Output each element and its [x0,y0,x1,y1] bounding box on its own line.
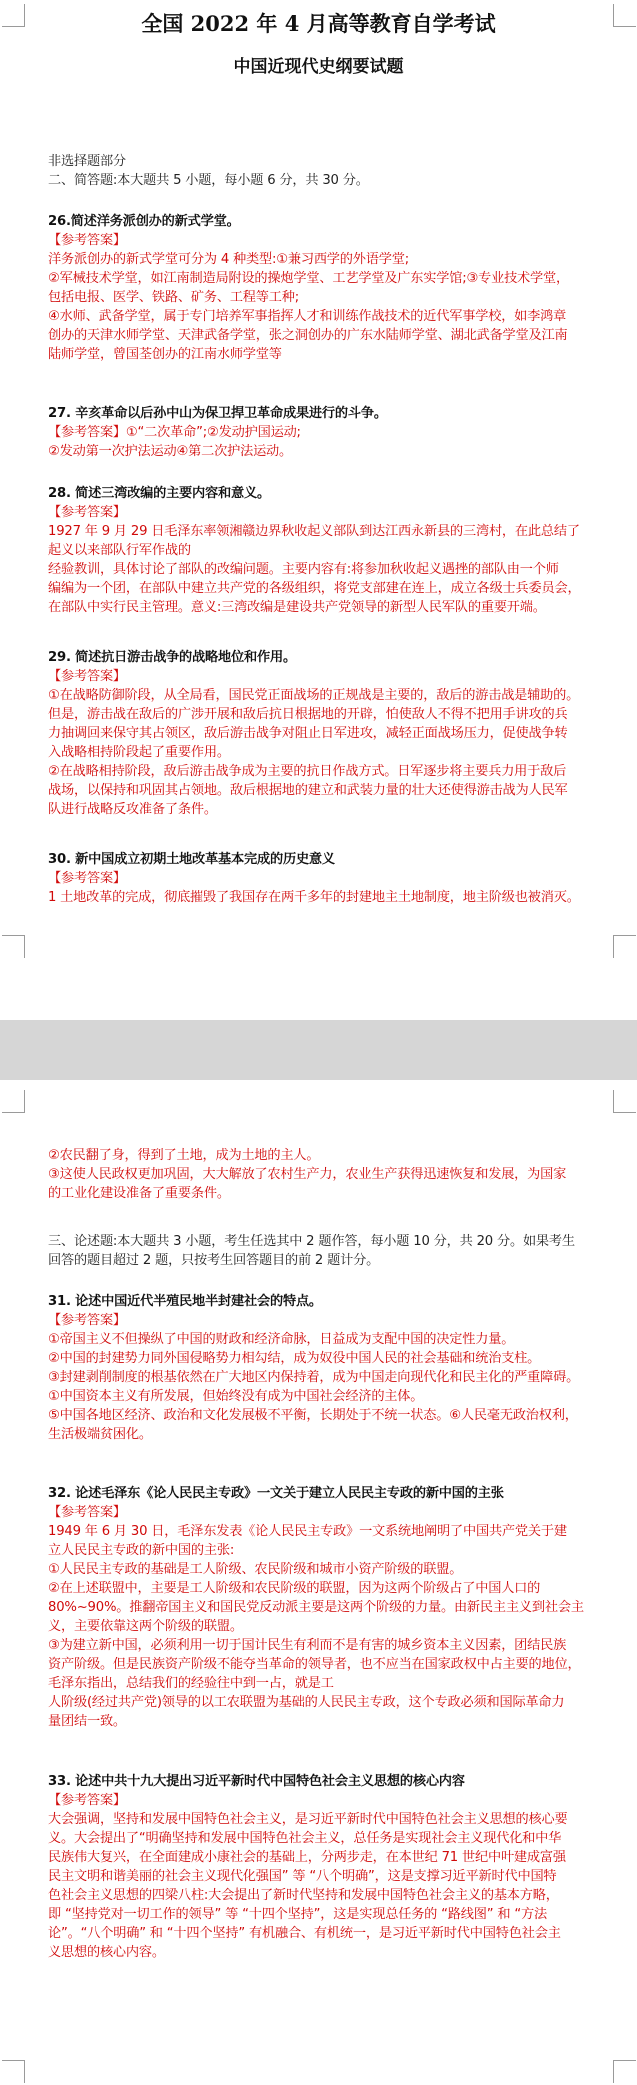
answer-line: ③为建立新中国，必须利用一切于国计民生有利而不是有害的城乡资本主义因素，团结民族 [48,1638,567,1653]
answer-line: 资产阶级。但是民族资产阶级不能夺当革命的领导者，也不应当在国家政权中占主要的地位， [48,1657,581,1672]
answer-line: 人阶级(经过共产党)领导的以工农联盟为基础的人民民主专政，这个专政必须和国际革命力 [48,1695,565,1710]
question-title: 30. 新中国成立初期土地改革基本完成的历史意义 [48,852,335,867]
document-page-2 [0,1080,637,2085]
answer-line: 即 “坚持党对一切工作的领导” 等 “十四个坚持”，这是实现总任务的 “路线图” 和 “方法 [48,1907,547,1922]
question-30-continued [48,1146,617,1203]
answer-line: 编编为一个团，在部队中建立共产党的各级组织，将党支部建在连上，成立各级士兵委员会， [48,581,581,596]
answer-label: 【参考答案】 [48,1505,126,1520]
answer-line: ①人民民主专政的基础是工人阶级、农民阶级和城市小资产阶级的联盟。 [48,1562,463,1577]
answer-line: 战场，以保持和巩固其占领地。敌后根据地的建立和武装力量的壮大还使得游击战为人民军 [48,783,568,798]
answer-line: 色社会主义思想的四梁八柱:大会提出了新时代坚持和发展中国特色社会主义的基本方略， [48,1888,559,1903]
answer-line: ③这使人民政权更加巩固，大大解放了农村生产力，农业生产获得迅速恢复和发展，为国家 [48,1167,567,1182]
question-30 [48,850,617,907]
question-27 [48,404,617,461]
question-title: 29. 简述抗日游击战争的战略地位和作用。 [48,650,296,665]
question-title: 26.简述洋务派创办的新式学堂。 [48,214,240,229]
answer-label: 【参考答案】 [48,1793,126,1808]
answer-line: 1927 年 9 月 29 日毛泽东率领湘赣边界秋收起义部队到达江西永新县的三湾村，在此总结了 [48,524,580,539]
answer-line: ②中国的封建势力同外国侵略势力相勾结，成为奴役中国人民的社会基础和统治支柱。 [48,1351,541,1366]
question-31 [48,1292,617,1444]
question-33 [48,1772,617,1962]
crop-mark [613,2060,636,2083]
answer-line: 立人民民主专政的新中国的主张: [48,1543,235,1558]
section-header [48,1232,617,1270]
answer-line: 入战略相持阶段起了重要作用。 [48,745,230,760]
answer-line: ⑤中国各地区经济、政治和文化发展极不平衡，长期处于不统一状态。⑥人民毫无政治权利， [48,1408,578,1423]
crop-mark [2,1090,25,1113]
exam-subtitle: 中国近现代史纲要试题 [233,57,404,77]
crop-mark [2,2060,25,2083]
answer-line: 义。大会提出了“明确坚持和发展中国特色社会主义，总任务是实现社会主义现代化和中华 [48,1831,562,1846]
answer-line: ①中国资本主义有所发展，但始终没有成为中国社会经济的主体。 [48,1389,424,1404]
section-note: 非选择题部分 [48,154,126,169]
answer-line: 【参考答案】①“二次革命”;②发动护国运动; [48,425,301,440]
answer-line: 1949 年 6 月 30 日，毛泽东发表《论人民民主专政》一文系统地阐明了中国共产党关于建 [48,1524,567,1539]
document-page-1 [0,0,637,1020]
section-intro [48,152,617,190]
answer-label: 【参考答案】 [48,1313,126,1328]
answer-line: 力抽调回来保守其占领区，敌后游击战争对阻止日军进攻，减轻正面战场压力，促使战争转 [48,726,568,741]
answer-line: 起义以来部队行军作战的 [48,543,191,558]
answer-line: ②发动第一次护法运动④第二次护法运动。 [48,444,293,459]
question-title: 28. 简述三湾改编的主要内容和意义。 [48,486,270,501]
answer-line: 论”。“八个明确” 和 “十四个坚持” 有机融合、有机统一，是习近平新时代中国特色社会主 [48,1926,561,1941]
answer-line: 80%~90%。推翻帝国主义和国民党反动派主要是这两个阶级的力量。由新民主主义到社会主 [48,1600,584,1615]
answer-line: 1 土地改革的完成，彻底摧毁了我国存在两千多年的封建地主土地制度，地主阶级也被消灭。 [48,890,580,905]
answer-label: 【参考答案】 [48,505,126,520]
answer-line: 陆师学堂，曾国荃创办的江南水师学堂等 [48,347,282,362]
answer-line: ③封建剥削制度的根基依然在广大地区内保持着，成为中国走向现代化和民主化的严重障碍。 [48,1370,580,1385]
section-header-line: 三、论述题:本大题共 3 小题，考生任选其中 2 题作答，每小题 10 分，共 20 分。如果考生 [48,1234,575,1249]
crop-mark [613,1090,636,1113]
question-title: 27. 辛亥革命以后孙中山为保卫捍卫革命成果进行的斗争。 [48,406,387,421]
answer-line: 的工业化建设准备了重要条件。 [48,1186,230,1201]
question-29 [48,648,617,819]
crop-mark [2,935,25,958]
section-header-line: 回答的题目超过 2 题，只按考生回答题目的前 2 题计分。 [48,1253,380,1268]
answer-line: 大会强调，坚持和发展中国特色社会主义，是习近平新时代中国特色社会主义思想的核心要 [48,1812,568,1827]
answer-line: 生活极端贫困化。 [48,1427,152,1442]
answer-line: ②农民翻了身，得到了土地，成为土地的主人。 [48,1148,320,1163]
answer-line: 队进行战略反攻准备了条件。 [48,802,217,817]
answer-line: 量团结一致。 [48,1714,126,1729]
answer-line: 义思想的核心内容。 [48,1945,165,1960]
answer-line: 经验教训，具体讨论了部队的改编问题。主要内容有:将参加秋收起义遇挫的部队由一个师 [48,562,559,577]
answer-line: ②军械技术学堂，如江南制造局附设的操炮学堂、工艺学堂及广东实学馆;③专业技术学堂， [48,271,570,286]
exam-title: 全国 2022 年 4 月高等教育自学考试 [141,11,496,36]
answer-line: 创办的天津水师学堂、天津武备学堂，张之洞创办的广东水陆师学堂、湖北武备学堂及江南 [48,328,568,343]
crop-mark [613,935,636,958]
question-title: 33. 论述中共十九大提出习近平新时代中国特色社会主义思想的核心内容 [48,1774,465,1789]
answer-label: 【参考答案】 [48,871,126,886]
answer-line: 在部队中实行民主管理。意义:三湾改编是建设共产党领导的新型人民军队的重要开端。 [48,600,546,615]
question-title: 31. 论述中国近代半殖民地半封建社会的特点。 [48,1294,322,1309]
answer-line: ①在战略防御阶段，从全局看，国民党正面战场的正规战是主要的，敌后的游击战是辅助的。 [48,688,580,703]
section-header: 二、简答题:本大题共 5 小题，每小题 6 分，共 30 分。 [48,173,369,188]
answer-line: ②在战略相持阶段，敌后游击战争成为主要的抗日作战方式。日军逐步将主要兵力用于敌后 [48,764,567,779]
question-26 [48,212,617,364]
answer-line: 民族伟大复兴，在全面建成小康社会的基础上，分两步走，在本世纪 71 世纪中叶建成富强 [48,1850,566,1865]
answer-line: 但是，游击战在敌后的广涉开展和敌后抗日根据地的开辟，怕使敌人不得不把用手讲攻的兵 [48,707,568,722]
answer-label: 【参考答案】 [48,233,126,248]
answer-line: 洋务派创办的新式学堂可分为 4 种类型:①兼习西学的外语学堂; [48,252,409,267]
answer-label: 【参考答案】 [48,669,126,684]
question-32 [48,1484,617,1731]
answer-line: 义，主要依靠这两个阶级的联盟。 [48,1619,243,1634]
answer-line: 包括电报、医学、铁路、矿务、工程等工种; [48,290,300,305]
question-28 [48,484,617,617]
answer-line: 民主文明和谐美丽的社会主义现代化强国” 等 “八个明确”，这是支撑习近平新时代中国特 [48,1869,557,1884]
answer-line: ①帝国主义不但操纵了中国的财政和经济命脉，日益成为支配中国的决定性力量。 [48,1332,515,1347]
answer-line: ②在上述联盟中，主要是工人阶级和农民阶级的联盟，因为这两个阶级占了中国人口的 [48,1581,541,1596]
question-title: 32. 论述毛泽东《论人民民主专政》一文关于建立人民民主专政的新中国的主张 [48,1486,504,1501]
answer-line: 毛泽东指出，总结我们的经验往中到一占，就是工 [48,1676,334,1691]
answer-line: ④水师、武备学堂，属于专门培养军事指挥人才和训练作战技术的近代军事学校，如李鸿章 [48,309,567,324]
